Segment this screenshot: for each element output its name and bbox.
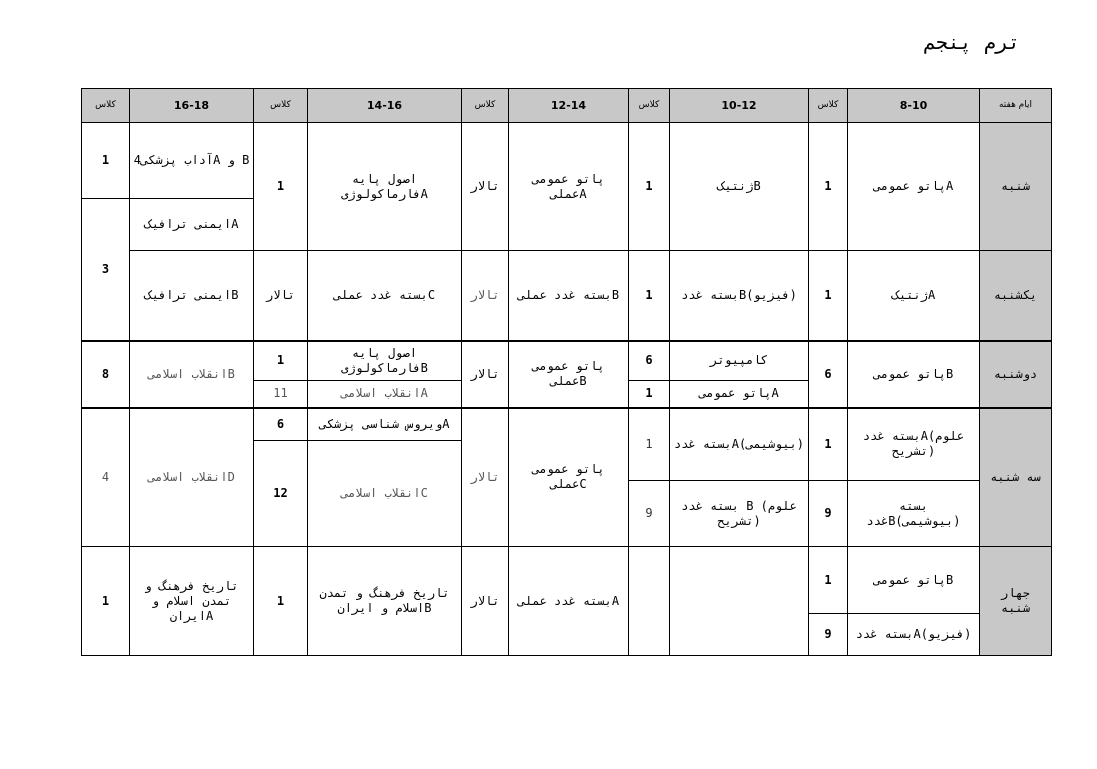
course-cell: بسته غدد B (علوم تشریح) [670,481,809,547]
course-cell: بسته غددA(بیوشیمی) [670,408,809,481]
schedule-table [81,88,1052,656]
class-cell: 1 [82,123,130,199]
course-cell: ایمنی ترافیکB [130,251,254,341]
class-cell: 12 [254,441,308,547]
class-cell: تالار [462,408,509,547]
course-cell: بسته غدد عملیC [308,251,462,341]
class-cell: 6 [629,341,670,381]
class-cell: 1 [629,251,670,341]
class-cell: 1 [809,408,848,481]
course-cell: اصول پایه فارماکولوژیA [308,123,462,251]
time-slot-header: 10-12 [670,89,809,123]
class-header: کلاس [629,89,670,123]
course-cell: تاریخ فرهنگ و تمدن اسلام و ایرانA [130,547,254,656]
course-cell: انقلاب اسلامیD [130,408,254,547]
table-row [82,123,1052,199]
table-row [82,251,1052,341]
course-cell: بسته غدد عملیA [509,547,629,656]
class-cell: 1 [82,547,130,656]
class-cell: تالار [462,547,509,656]
course-cell: پاتو عمومی عملیB [509,341,629,408]
class-cell: 6 [254,408,308,441]
course-cell: آداب پزشکی4A و B [130,123,254,199]
course-cell: پاتو عمومی عملیC [509,408,629,547]
course-cell: اصول پایه فارماکولوژیB [308,341,462,381]
class-cell: 9 [809,614,848,656]
class-cell: 4 [82,408,130,547]
class-cell: تالار [254,251,308,341]
course-cell: ویروس شناسی پزشکیA [308,408,462,441]
class-cell: 1 [629,381,670,408]
course-cell: بسته غددA(فیزیو) [848,614,980,656]
course-cell: بسته غددA(علوم تشریح) [848,408,980,481]
class-cell: 9 [809,481,848,547]
table-row [82,408,1052,441]
course-cell: پاتو عمومی عملیA [509,123,629,251]
class-cell: 1 [809,123,848,251]
class-cell: تالار [462,123,509,251]
page-title: ترم پنجم [923,30,1020,54]
class-cell: 1 [809,547,848,614]
time-slot-header: 16-18 [130,89,254,123]
course-cell: بسته غدد عملیB [509,251,629,341]
course-cell [670,547,809,656]
class-cell: 1 [254,547,308,656]
course-cell: پاتو عمومیB [848,341,980,408]
course-cell: بسته غددB(فیزیو) [670,251,809,341]
table-row [82,547,1052,614]
course-cell: انقلاب اسلامیC [308,441,462,547]
day-cell: شنبه [980,123,1052,251]
course-cell: ژنتیکA [848,251,980,341]
course-cell: انقلاب اسلامیB [130,341,254,408]
course-cell: تاریخ فرهنگ و تمدن اسلام و ایرانB [308,547,462,656]
course-cell: ژنتیکB [670,123,809,251]
class-header: کلاس [82,89,130,123]
class-cell: 1 [254,123,308,251]
class-header: کلاس [462,89,509,123]
class-cell: 1 [809,251,848,341]
class-cell: 3 [82,199,130,341]
class-cell: 9 [629,481,670,547]
day-cell: دوشنبه [980,341,1052,408]
day-cell: جهار شنبه [980,547,1052,656]
course-cell: پاتو عمومیB [848,547,980,614]
course-cell: بسته غددB(بیوشیمی) [848,481,980,547]
time-slot-header: 12-14 [509,89,629,123]
table-row [82,341,1052,381]
class-cell: 8 [82,341,130,408]
class-cell: 6 [809,341,848,408]
course-cell: کامپیوتر [670,341,809,381]
class-cell: 1 [629,408,670,481]
day-cell: یکشنبه [980,251,1052,341]
class-cell: 1 [254,341,308,381]
course-cell: پاتو عمومیA [670,381,809,408]
course-cell: پاتو عمومیA [848,123,980,251]
class-cell: 1 [629,123,670,251]
time-slot-header: 8-10 [848,89,980,123]
class-header: کلاس [254,89,308,123]
course-cell: انقلاب اسلامیA [308,381,462,408]
course-cell: ایمنی ترافیکA [130,199,254,251]
class-cell: 11 [254,381,308,408]
header-row [82,89,1052,123]
days-header: ایام هفته [980,89,1052,123]
class-header: کلاس [809,89,848,123]
class-cell [629,547,670,656]
time-slot-header: 14-16 [308,89,462,123]
class-cell: تالار [462,341,509,408]
day-cell: سه شنبه [980,408,1052,547]
class-cell: تالار [462,251,509,341]
